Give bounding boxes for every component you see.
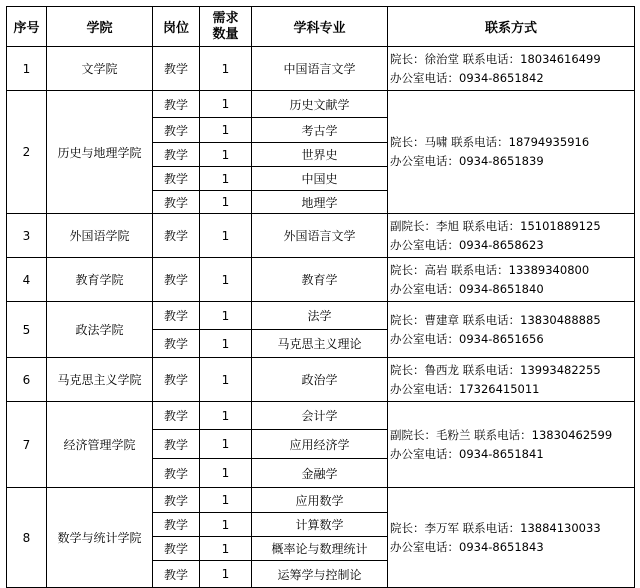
cell-count: 1	[200, 47, 252, 91]
cell-no: 1	[7, 47, 47, 91]
cell-major: 运筹学与控制论	[252, 561, 388, 588]
header-contact: 联系方式	[388, 7, 635, 47]
cell-count: 1	[200, 330, 252, 358]
header-college: 学院	[47, 7, 153, 47]
cell-contact	[388, 258, 635, 302]
table-body	[7, 47, 635, 588]
contact-office-line: 办公室电话：0934-8651840	[390, 281, 544, 296]
contact-person-line: 院长：曹建章 联系电话：13830488885	[390, 312, 601, 327]
cell-contact	[388, 358, 635, 402]
table-row	[7, 91, 635, 118]
cell-contact	[388, 214, 635, 258]
table-row	[7, 214, 635, 258]
cell-post: 教学	[153, 143, 200, 167]
cell-college: 马克思主义学院	[47, 358, 153, 402]
recruitment-table	[6, 6, 635, 588]
cell-count: 1	[200, 118, 252, 143]
cell-major: 金融学	[252, 459, 388, 488]
header-row	[7, 7, 635, 47]
cell-post: 教学	[153, 561, 200, 588]
contact-office-line: 办公室电话：0934-8651656	[390, 331, 544, 346]
cell-count: 1	[200, 191, 252, 214]
cell-count: 1	[200, 258, 252, 302]
contact-office-line: 办公室电话：0934-8651841	[390, 446, 544, 461]
contact-person-line: 院长：马啸 联系电话：18794935916	[390, 135, 590, 149]
cell-contact	[388, 302, 635, 358]
cell-contact	[388, 47, 635, 91]
cell-contact	[388, 402, 635, 488]
cell-major: 会计学	[252, 402, 388, 430]
header-need	[200, 7, 252, 47]
cell-major: 马克思主义理论	[252, 330, 388, 358]
cell-major: 应用经济学	[252, 430, 388, 459]
cell-count: 1	[200, 358, 252, 402]
cell-major: 世界史	[252, 143, 388, 167]
cell-count: 1	[200, 459, 252, 488]
cell-college: 经济管理学院	[47, 402, 153, 488]
cell-count: 1	[200, 91, 252, 118]
cell-no: 6	[7, 358, 47, 402]
cell-post: 教学	[153, 513, 200, 537]
cell-major: 法学	[252, 302, 388, 330]
cell-no: 8	[7, 488, 47, 588]
cell-major: 历史文献学	[252, 91, 388, 118]
cell-college: 文学院	[47, 47, 153, 91]
cell-post: 教学	[153, 118, 200, 143]
cell-no: 7	[7, 402, 47, 488]
table-row	[7, 358, 635, 402]
cell-major: 地理学	[252, 191, 388, 214]
contact-person-line: 副院长：李旭 联系电话：15101889125	[390, 218, 601, 233]
cell-count: 1	[200, 402, 252, 430]
cell-post: 教学	[153, 214, 200, 258]
contact-office-line: 办公室电话：0934-8651839	[390, 154, 544, 168]
cell-no: 2	[7, 91, 47, 214]
table-row	[7, 402, 635, 430]
contact-person-line: 院长：李万军 联系电话：13884130033	[390, 520, 601, 535]
cell-post: 教学	[153, 167, 200, 191]
table-row	[7, 258, 635, 302]
cell-college: 历史与地理学院	[47, 91, 153, 214]
contact-office-line: 办公室电话：17326415011	[390, 381, 540, 396]
cell-post: 教学	[153, 402, 200, 430]
contact-office-line: 办公室电话：0934-8651843	[390, 539, 544, 554]
cell-post: 教学	[153, 191, 200, 214]
cell-count: 1	[200, 513, 252, 537]
table-row	[7, 488, 635, 513]
cell-college: 外国语学院	[47, 214, 153, 258]
cell-major: 教育学	[252, 258, 388, 302]
recruitment-table-container	[6, 6, 634, 588]
table-row	[7, 302, 635, 330]
header-no: 序号	[7, 7, 47, 47]
cell-no: 5	[7, 302, 47, 358]
cell-post: 教学	[153, 488, 200, 513]
cell-contact	[388, 488, 635, 588]
cell-major: 概率论与数理统计	[252, 537, 388, 561]
cell-post: 教学	[153, 459, 200, 488]
cell-major: 计算数学	[252, 513, 388, 537]
header-post: 岗位	[153, 7, 200, 47]
contact-office-line: 办公室电话：0934-8658623	[390, 237, 544, 252]
cell-post: 教学	[153, 258, 200, 302]
cell-major: 应用数学	[252, 488, 388, 513]
cell-post: 教学	[153, 330, 200, 358]
cell-college: 数学与统计学院	[47, 488, 153, 588]
cell-major: 政治学	[252, 358, 388, 402]
cell-post: 教学	[153, 537, 200, 561]
cell-post: 教学	[153, 91, 200, 118]
cell-major: 考古学	[252, 118, 388, 143]
cell-no: 4	[7, 258, 47, 302]
cell-college: 教育学院	[47, 258, 153, 302]
cell-count: 1	[200, 537, 252, 561]
cell-count: 1	[200, 167, 252, 191]
cell-college: 政法学院	[47, 302, 153, 358]
header-need-line1: 需求	[212, 10, 239, 26]
contact-person-line: 院长：鲁西龙 联系电话：13993482255	[390, 362, 601, 377]
contact-person-line: 副院长：毛粉兰 联系电话：13830462599	[390, 427, 613, 442]
contact-person-line: 院长：高岩 联系电话：13389340800	[390, 262, 590, 277]
cell-post: 教学	[153, 430, 200, 459]
cell-count: 1	[200, 430, 252, 459]
cell-count: 1	[200, 561, 252, 588]
header-need-line2: 数量	[212, 26, 239, 42]
cell-post: 教学	[153, 302, 200, 330]
cell-contact	[388, 91, 635, 214]
cell-major: 外国语言文学	[252, 214, 388, 258]
cell-count: 1	[200, 214, 252, 258]
cell-major: 中国语言文学	[252, 47, 388, 91]
header-major: 学科专业	[252, 7, 388, 47]
cell-post: 教学	[153, 47, 200, 91]
table-row	[7, 47, 635, 91]
cell-count: 1	[200, 488, 252, 513]
cell-post: 教学	[153, 358, 200, 402]
cell-count: 1	[200, 143, 252, 167]
cell-major: 中国史	[252, 167, 388, 191]
contact-office-line: 办公室电话：0934-8651842	[390, 70, 544, 85]
cell-no: 3	[7, 214, 47, 258]
contact-person-line: 院长：徐治堂 联系电话：18034616499	[390, 51, 601, 66]
cell-count: 1	[200, 302, 252, 330]
